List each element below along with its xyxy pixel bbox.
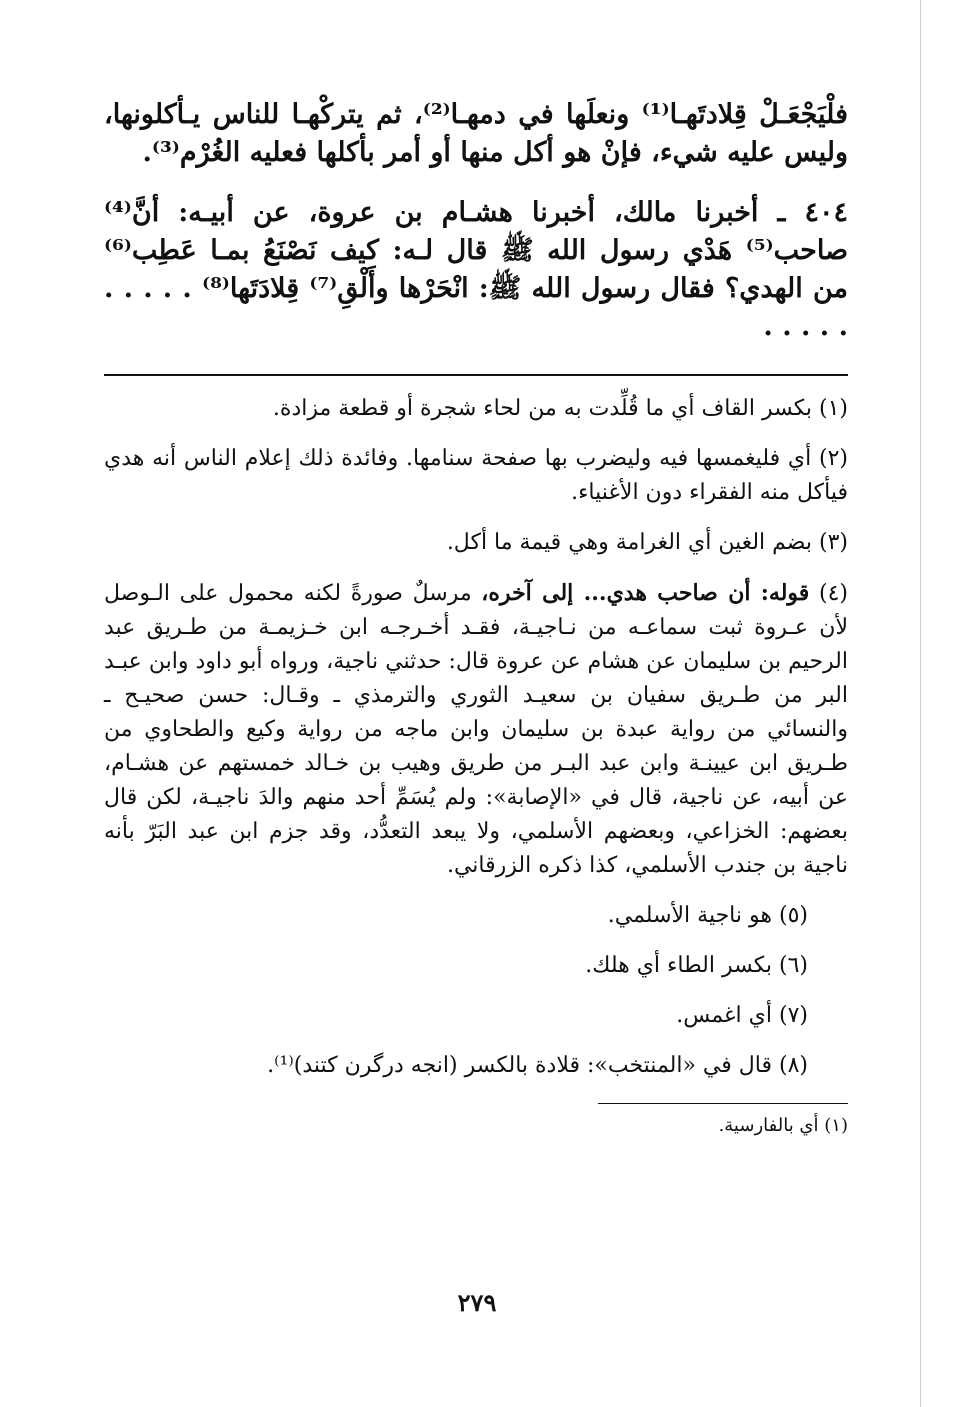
footnote-8: [104, 1049, 848, 1083]
footnote-number: (٤): [818, 581, 848, 606]
footnote-number: (٥): [778, 903, 808, 928]
hadith-text: ٤٠٤ ـ أخبرنا مالك، أخبرنا هشـام بن عروة، عن أبيـه: أنَّ⁽⁴⁾ صاحب⁽⁵⁾ هَدْي رسول الله ﷺ قال لـه: كيف نَصْنَعُ بمـا عَطِب⁽⁶⁾ من الهدي؟ فقال رسول الله ﷺ: انْحَرْها وأَلْقِ⁽⁷⁾ قِلادَتَها⁽⁸⁾: [104, 197, 848, 304]
footnote-5: [104, 899, 848, 933]
footnote-number: (٧): [778, 1003, 808, 1028]
footnote-number: (٦): [778, 953, 808, 978]
subnote: [104, 1112, 848, 1140]
footnote-number: (٨): [778, 1053, 808, 1078]
main-text: [104, 96, 848, 346]
footnote-7: [104, 999, 848, 1033]
footnote-number: (٢): [818, 446, 848, 471]
hadith-404: [104, 194, 848, 346]
paragraph-continuation: فلْيَجْعَـلْ قِلادتَهـا⁽¹⁾ ونعلَها في دمهـا⁽²⁾، ثم يتركْهـا للناس يـأكلونها، وليس عليه شيء، فإنْ هو أكل منها أو أمر بأكلها فعليه الغُرْم⁽³⁾.: [104, 99, 848, 168]
footnote-text: بكسر الطاء أي هلك.: [585, 953, 772, 978]
footnotes: [104, 392, 848, 1083]
footnote-text: مرسلٌ صورةً لكنه محمول على الـوصل لأن عـروة ثبت سماعـه من نـاجيـة، فقـد أخـرجـه ابن خـزيمـة من طـريق عبد الرحيم بن سليمان عن هشام عن عروة قال: حدثني ناجية، ورواه أبو داود وابن عبـد البر من طـريق سفيان بن سعيـد الثوري والترمذي ـ وقـال: حسن صحيـح ـ والنسائي من رواية عبدة بن سليمان وابن ماجه من رواية وكيع والطحاوي من طـريق ابن عيينـة وابن عبد البـر من طريق وهيب بن خـالد خمستهم عن هشـام، عن أبيه، عن ناجية، قال في «الإصابة»: ولم يُسَمِّ أحد منهم والدَ ناجيـة، لكن قال بعضهم: الخزاعي، وبعضهم الأسلمي، ولا يبعد التعدُّد، وقد جزم ابن عبد البَرّ بأنه ناجية بن جندب الأسلمي، كذا ذكره الزرقاني.: [104, 581, 848, 878]
footnote-2: [104, 442, 848, 510]
subnote-text: أي بالفارسية.: [718, 1115, 819, 1136]
footnote-3: [104, 526, 848, 560]
page-number: ٢٧٩: [457, 1288, 497, 1317]
footnote-text: أي فليغمسها فيه وليضرب بها صفحة سنامها. وفائدة ذلك إعلام الناس أنه هدي فيأكل منه الفقراء دون الأغنياء.: [104, 446, 848, 505]
footnote-text: بكسر القاف أي ما قُلِّدت به من لحاء شجرة أو قطعة مزادة.: [272, 396, 812, 421]
footnote-text: هو ناجية الأسلمي.: [607, 903, 772, 928]
footnote-6: [104, 949, 848, 983]
footnote-text: أي اغمس.: [676, 1003, 772, 1028]
footnote-separator: [104, 374, 848, 376]
footnote-1: [104, 392, 848, 426]
footnote-4: [104, 576, 848, 883]
footnote-text: بضم الغين أي الغرامة وهي قيمة ما أكل.: [446, 530, 812, 555]
page-edge-line: [920, 0, 921, 1407]
subnote-number: (١): [824, 1115, 848, 1136]
footnote-number: (٣): [818, 530, 848, 555]
footnote-number: (١): [818, 396, 848, 421]
page-content: [104, 96, 848, 1140]
footnote-text: قال في «المنتخب»: قلادة بالكسر (انجه درگرن كتند)⁽¹⁾.: [267, 1053, 772, 1078]
hadith-dots: . . . . . . . . . .: [104, 273, 848, 342]
subnote-separator: [598, 1103, 848, 1104]
footnote-lead: قوله: أن صاحب هدي... إلى آخره،: [481, 580, 810, 606]
